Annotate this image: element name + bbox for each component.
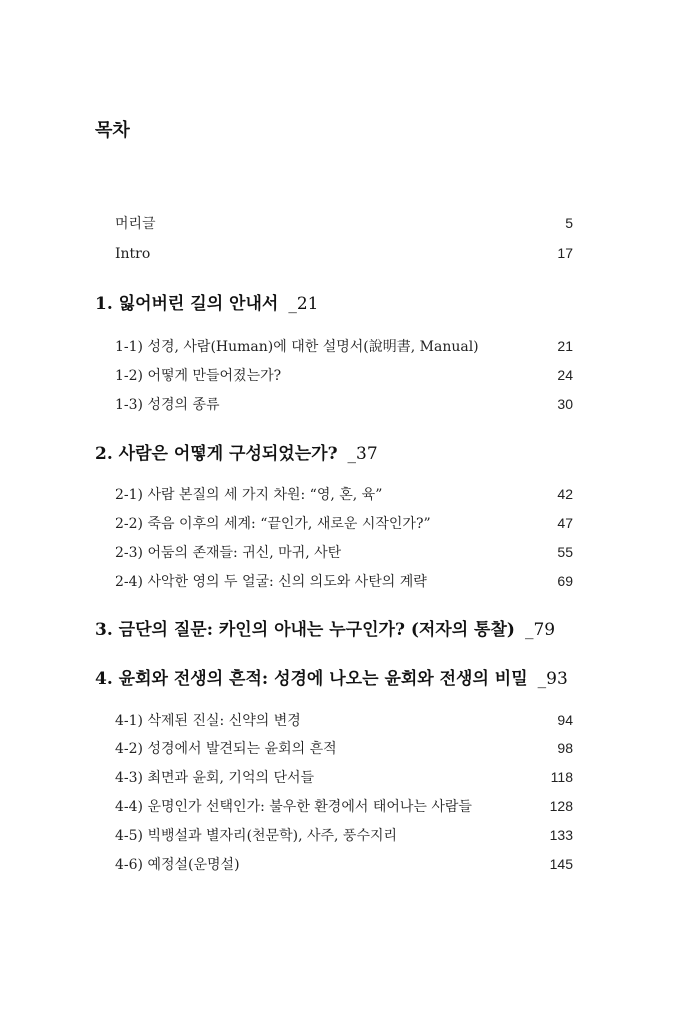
toc-entry-label: 4-2) 성경에서 발견되는 윤회의 흔적 [115,741,337,757]
toc-entry-page: 69 [557,573,573,589]
toc-entry [115,512,573,534]
toc-entry [115,853,573,875]
toc-entry [115,766,573,788]
toc-entry-label: 2-2) 죽음 이후의 세계: “끝인가, 새로운 시작인가?” [115,516,431,532]
toc-entry-label: 1-1) 성경, 사람(Human)에 대한 설명서(說明書, Manual) [115,339,479,355]
toc-entry-label: 4-6) 예정설(운명설) [115,857,240,873]
chapter-title: 3. 금단의 질문: 카인의 아내는 누구인가? (저자의 통찰) [95,620,515,640]
toc-entry-page: 94 [557,712,573,728]
toc-entry-label: 2-4) 사악한 영의 두 얼굴: 신의 의도와 사탄의 계략 [115,574,427,590]
toc-entry-label: 1-3) 성경의 종류 [115,397,220,413]
toc-entry-page: 42 [557,486,573,502]
toc-entry [115,737,573,759]
toc-entry-page: 5 [565,215,573,231]
toc-entry-page: 55 [557,544,573,560]
toc-entry [115,824,573,846]
toc-entry [115,483,573,505]
toc-entry-label: 1-2) 어떻게 만들어졌는가? [115,368,282,384]
toc-entry [115,393,573,415]
toc-entry-label: 4-1) 삭제된 진실: 신약의 변경 [115,713,301,729]
toc-entry [115,364,573,386]
toc-entry-page: 118 [550,769,573,785]
toc-entry-page: 128 [549,798,573,814]
chapter-heading-4 [95,665,568,693]
toc-entry-label: 2-3) 어둠의 존재들: 귀신, 마귀, 사탄 [115,545,342,561]
toc-entry-page: 98 [557,740,573,756]
toc-entry-preface [115,212,573,234]
toc-entry [115,335,573,357]
toc-entry [115,541,573,563]
toc-entry [115,795,573,817]
toc-entry-page: 30 [557,396,573,412]
chapter-page: _37 [347,444,378,464]
toc-entry-page: 47 [557,515,573,531]
page-title: 목차 [95,120,130,141]
toc-entry [115,570,573,592]
chapter-page: _79 [524,620,556,640]
chapter-page: _93 [537,669,568,689]
chapter-page: _21 [288,294,319,314]
toc-entry-label: Intro [115,246,151,262]
toc-entry-page: 21 [557,338,573,354]
chapter-title: 1. 잃어버린 길의 안내서 [95,294,279,314]
toc-entry-label: 2-1) 사람 본질의 세 가지 차원: “영, 혼, 육” [115,487,383,503]
toc-entry-label: 머리글 [115,216,156,232]
toc-entry-intro [115,242,573,264]
chapter-heading-3 [95,616,555,644]
chapter-heading-2 [95,440,378,468]
chapter-title: 4. 윤회와 전생의 흔적: 성경에 나오는 윤회와 전생의 비밀 [95,669,528,689]
chapter-heading-1 [95,290,318,318]
toc-entry-page: 133 [549,827,573,843]
toc-entry-label: 4-5) 빅뱅설과 별자리(천문학), 사주, 풍수지리 [115,828,398,844]
toc-entry [115,709,573,731]
toc-entry-page: 17 [557,245,573,261]
toc-entry-label: 4-3) 최면과 윤회, 기억의 단서들 [115,770,315,786]
toc-entry-page: 145 [549,856,573,872]
chapter-title: 2. 사람은 어떻게 구성되었는가? [95,444,338,464]
toc-entry-page: 24 [557,367,573,383]
toc-entry-label: 4-4) 운명인가 선택인가: 불우한 환경에서 태어나는 사람들 [115,799,472,815]
